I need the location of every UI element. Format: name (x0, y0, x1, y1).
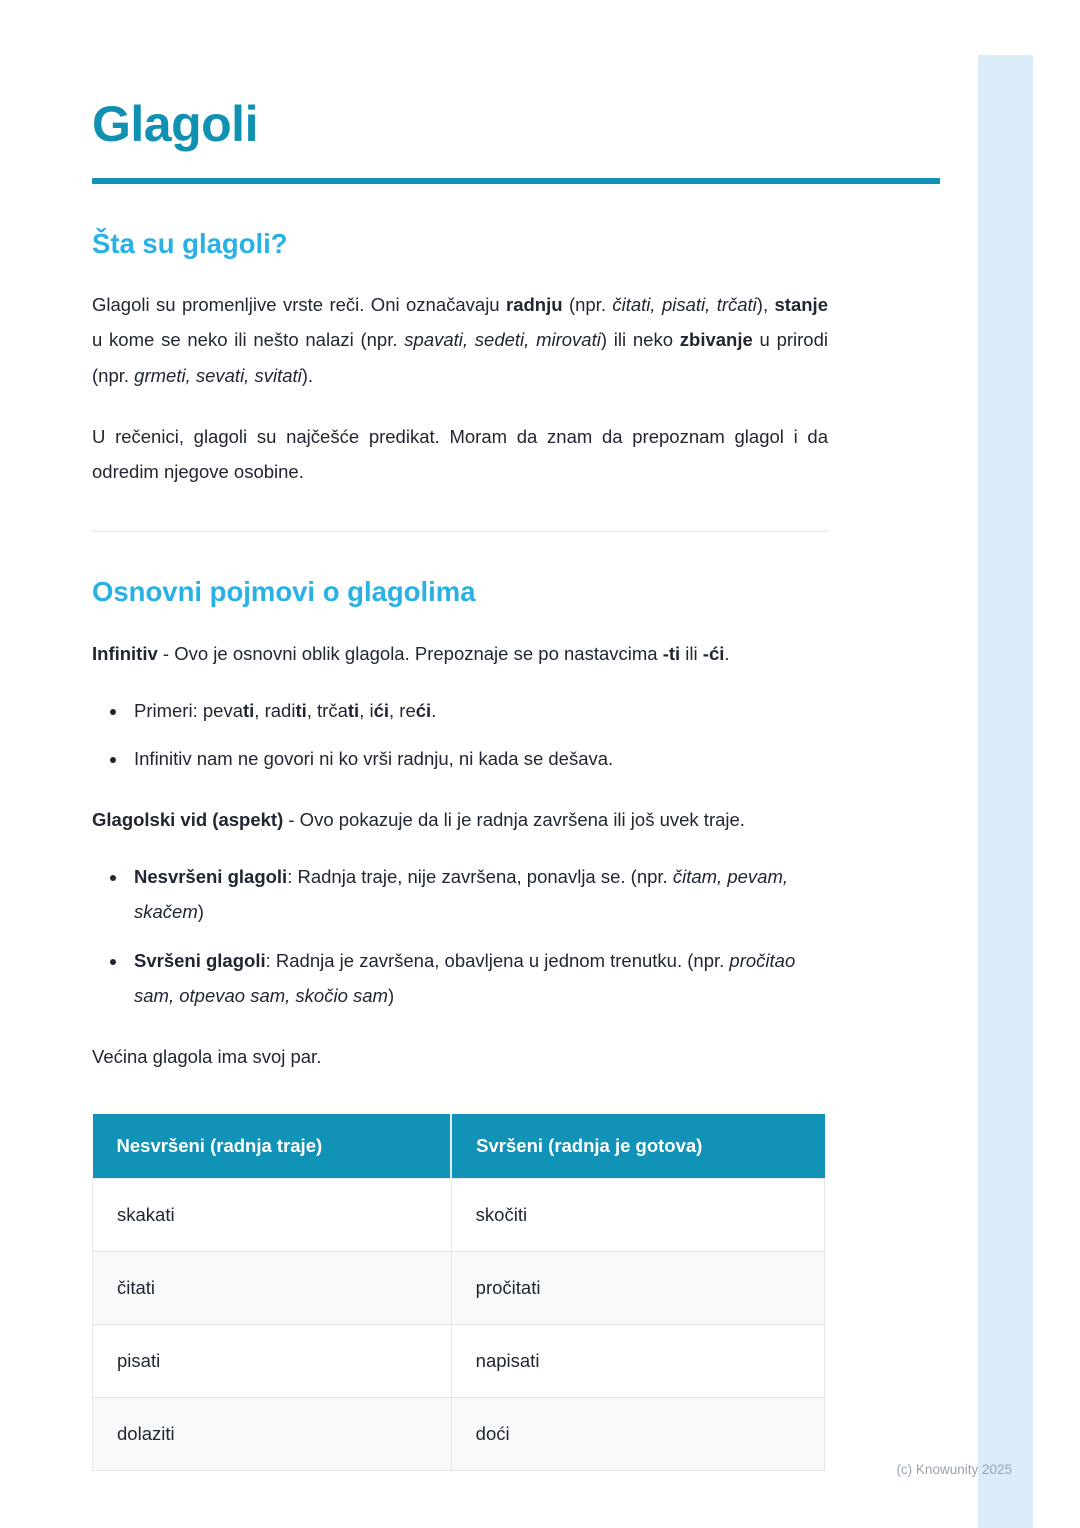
section-heading-basic-concepts: Osnovni pojmovi o glagolima (92, 575, 476, 607)
text-segment: ti (242, 699, 255, 721)
text-segment: , radi (254, 699, 296, 721)
text-segment: stanje (774, 294, 828, 316)
text-segment: ) (387, 984, 395, 1006)
table-header-cell: Nesvršeni (radnja traje) (93, 1114, 452, 1179)
text-segment: ). (301, 364, 314, 386)
text-segment: -ti (662, 642, 681, 664)
text-segment: - Ovo pokazuje da li je radnja završena ili još uvek traje. (283, 809, 745, 831)
text-segment: , re (389, 699, 416, 721)
text-segment: ) ili neko (600, 329, 680, 351)
text-segment: pročitao sam, otpevao sam, skočio sam (134, 949, 796, 1006)
text-segment: ti (347, 699, 360, 721)
text-segment: . (724, 642, 730, 664)
text-segment: zbivanje (679, 329, 753, 351)
text-segment: ) (197, 901, 204, 923)
text-segment: u prirodi (npr. (92, 329, 828, 386)
table-row (93, 1397, 825, 1470)
list-item (128, 693, 828, 728)
text-segment: . (431, 699, 437, 721)
section-what-are-verbs (92, 226, 940, 489)
text-segment: , trča (306, 699, 348, 721)
text-segment: Svršeni glagoli (134, 949, 266, 971)
bullet-list-infinitive (92, 693, 828, 776)
text-segment: Infinitiv (92, 642, 158, 664)
table-cell: pročitati (451, 1251, 824, 1324)
text-segment: ći (415, 699, 432, 721)
paragraph-definition (92, 287, 828, 392)
section-heading-what-are-verbs: Šta su glagoli? (92, 227, 288, 259)
verb-pairs-table (92, 1114, 825, 1471)
table-cell: skakati (93, 1178, 452, 1251)
text-segment: -ći (702, 642, 725, 664)
table-row (93, 1178, 825, 1251)
text-segment: čitam, pevam, skačem (134, 866, 788, 923)
table-head (93, 1114, 825, 1179)
text-segment: : Radnja traje, nije završena, ponavlja se. (npr. (287, 866, 673, 888)
text-segment: ), (756, 294, 775, 316)
list-item (128, 859, 828, 929)
text-segment: : Radnja je završena, obavljena u jednom trenutku. (npr. (265, 949, 730, 971)
table-cell: napisati (451, 1324, 824, 1397)
table-cell: doći (451, 1397, 824, 1470)
table-body (93, 1178, 825, 1470)
document-content (92, 0, 940, 1471)
section-divider (92, 531, 828, 532)
table-cell: dolaziti (93, 1397, 452, 1470)
title-divider (92, 178, 940, 184)
paragraph-predicate (92, 419, 828, 489)
table-cell: skočiti (451, 1178, 824, 1251)
page-title: Glagoli (92, 96, 258, 152)
list-item (128, 741, 828, 776)
paragraph-infinitive (92, 636, 828, 671)
text-segment: u kome se neko ili nešto nalazi (npr. (92, 329, 405, 351)
text-segment: Nesvršeni glagoli (134, 866, 288, 888)
text-segment: grmeti, sevati, svitati (134, 364, 302, 386)
text-segment: spavati, sedeti, mirovati (404, 329, 601, 351)
copyright-note: (c) Knowunity 2025 (896, 1462, 1012, 1477)
text-segment: , i (359, 699, 374, 721)
section-basic-concepts (92, 574, 940, 1471)
side-strip (978, 55, 1033, 1528)
text-segment: Većina glagola ima svoj par. (92, 1045, 322, 1067)
text-segment: Primeri: peva (134, 699, 243, 721)
bullet-list-aspect (92, 859, 828, 1013)
text-segment: (npr. (562, 294, 613, 316)
table-cell: pisati (93, 1324, 452, 1397)
text-segment: Infinitiv nam ne govori ni ko vrši radnju, ni kada se dešava. (134, 747, 614, 769)
text-segment: ći (373, 699, 390, 721)
text-segment: ti (295, 699, 307, 721)
text-segment: Glagoli su promenljive vrste reči. Oni označavaju (92, 294, 506, 316)
table-header-cell: Svršeni (radnja je gotova) (451, 1114, 824, 1179)
text-segment: U rečenici, glagoli su najčešće predikat. Moram da znam da prepoznam glagol i da odredim njegove osobine. (92, 425, 828, 482)
table-row (93, 1251, 825, 1324)
text-segment: - Ovo je osnovni oblik glagola. Prepoznaje se po nastavcima (157, 642, 663, 664)
text-segment: čitati, pisati, trčati (612, 294, 757, 316)
table-cell: čitati (93, 1251, 452, 1324)
text-segment: Glagolski vid (aspekt) (92, 809, 284, 831)
list-item (128, 943, 828, 1013)
paragraph-aspect (92, 802, 828, 837)
table-header-row (93, 1114, 825, 1179)
text-segment: radnju (506, 294, 563, 316)
paragraph-pairs (92, 1039, 828, 1074)
text-segment: ili (680, 642, 703, 664)
table-row (93, 1324, 825, 1397)
